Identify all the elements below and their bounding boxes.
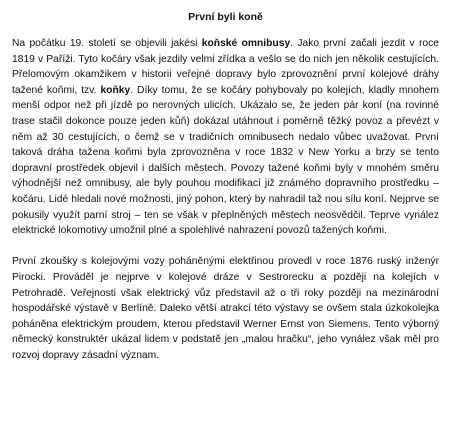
paragraph-text: . Díky tomu, že se kočáry pohybovaly po kolejích, kladly mnohem menší odpor než při jízdě po nerovných ulicích. Ukázalo se, že jeden pár koní (na rovinné trase stačil dokonce pouze jeden kůň) dokázal utáhnout i poměrně těžký povoz a převézt v něm až 30 cestujících, o čemž se v tradičních omnibusech nedalo vůbec uvažovat. První taková dráha tažena koňmi byla zprovozněna v roce 1832 v New Yorku a brzy se tento dopravní prostředek objevil i dalších městech. Povozy tažené koňmi byly v mnohém směru výhodnější než omnibusy, ale byly pouhou modifikací již známého dopravního prostředku – kočáru. Lidé hledali nové možnosti, jiný pohon, který by nahradil taž nou sílu koní. Nejprve se pokusily využít parní stroj – ten se však v přeplněných městech neosvědčil. Teprve vynález elektrické lokomotivy umožnil plné a spolehlivé nahrazení povozů tažených koňmi. bbox=[12, 84, 439, 237]
paragraph-text: První zkoušky s kolejovými vozy poháněnými elektřinou provedl v roce 1876 ruský inženýr Pirocki. Prováděl je nejprve v kolejové dráze v Sestrorecku a později na kolejích v Petrohradě. Veřejnosti však elektrický vůz představil až o tři roky později na mezinárodní hospodářské výstavě v Berlíně. Daleko větší atrakcí této výstavy se ovšem stala úzkokolejka poháněna elektrickým proudem, kterou představil Werner Ernst von Siemens. Tento výborný německý konstruktér ukázal lidem v podstatě jen „malou hračku“, jeho vynález však měl pro rozvoj dopravy zásadní význam. bbox=[12, 256, 439, 361]
paragraph-2 bbox=[12, 254, 439, 363]
document-title: První byli koně bbox=[188, 11, 263, 23]
paragraph-1 bbox=[12, 36, 439, 239]
paragraph-text: Na počátku 19. století se objevili jakési bbox=[12, 38, 202, 49]
bold-term-omnibusy: koňské omnibusy bbox=[201, 38, 291, 49]
paragraph-text: . Jako první začali jezdit v roce 1819 v Paříži. Tyto kočáry však jezdily velmi zřídka a vešlo se do nich jen několik cestujících. Přelomovým okamžikem v historii veřejné dopravy bylo zprovoznění první kolejové dráhy tažené koňmi, tzv. bbox=[12, 38, 440, 96]
bold-term-konky: koňky bbox=[100, 84, 131, 96]
